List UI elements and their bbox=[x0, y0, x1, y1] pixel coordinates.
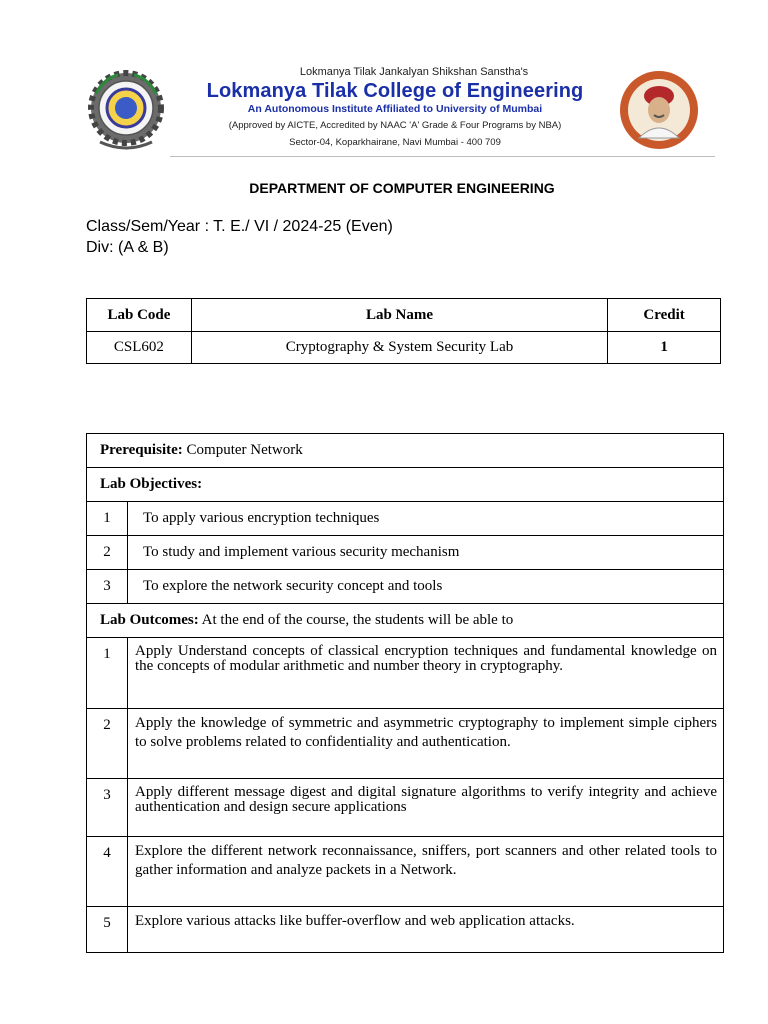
department-title: DEPARTMENT OF COMPUTER ENGINEERING bbox=[249, 180, 555, 196]
lab-name-header: Lab Name bbox=[191, 299, 607, 332]
outcome-row bbox=[87, 779, 724, 837]
outcome-row bbox=[87, 709, 724, 779]
lab-info-table bbox=[86, 298, 721, 364]
header-divider bbox=[170, 156, 715, 157]
prerequisite-value: Computer Network bbox=[182, 442, 303, 458]
prerequisite-row bbox=[87, 434, 724, 468]
outcome-number: 4 bbox=[87, 837, 128, 907]
class-sem-year: Class/Sem/Year : T. E./ VI / 2024-25 (Even) bbox=[86, 218, 393, 235]
outcome-row bbox=[87, 907, 724, 953]
sanstha-name: Lokmanya Tilak Jankalyan Shikshan Sanstha's bbox=[299, 66, 529, 78]
objective-row bbox=[87, 536, 724, 570]
credit-header: Credit bbox=[608, 299, 721, 332]
outcomes-intro: At the end of the course, the students will be able to bbox=[198, 612, 514, 628]
prerequisite-label: Prerequisite: bbox=[100, 442, 183, 458]
objectives-label: Lab Objectives: bbox=[100, 476, 203, 492]
outcome-text: Apply the knowledge of symmetric and asymmetric cryptography to implement simple ciphers to solve problems related to confidentiality and authentication. bbox=[128, 709, 724, 779]
objective-text: To apply various encryption techniques bbox=[128, 502, 724, 536]
letterhead bbox=[0, 0, 768, 160]
division: Div: (A & B) bbox=[86, 239, 169, 256]
objective-number: 1 bbox=[87, 502, 128, 536]
outcome-number: 3 bbox=[87, 779, 128, 837]
objective-text: To explore the network security concept and tools bbox=[128, 570, 724, 604]
college-name: Lokmanya Tilak College of Engineering bbox=[206, 80, 584, 102]
objectives-heading-row bbox=[87, 468, 724, 502]
approval-line: (Approved by AICTE, Accredited by NAAC 'A' Grade & Four Programs by NBA) bbox=[228, 120, 562, 131]
objective-row bbox=[87, 502, 724, 536]
outcome-text: Explore various attacks like buffer-overflow and web application attacks. bbox=[128, 907, 724, 953]
objective-text: To study and implement various security mechanism bbox=[128, 536, 724, 570]
gear-emblem-icon bbox=[88, 68, 164, 154]
outcome-number: 1 bbox=[87, 638, 128, 709]
outcome-text: Apply different message digest and digital signature algorithms to verify integrity and achieve authentication and design secure applications bbox=[128, 779, 724, 837]
autonomous-line: An Autonomous Institute Affiliated to University of Mumbai bbox=[247, 103, 543, 115]
credit-cell: 1 bbox=[608, 332, 721, 364]
outcome-text: Apply Understand concepts of classical encryption techniques and fundamental knowledge on the concepts of modular arithmetic and number theory in cryptography. bbox=[128, 638, 724, 709]
lab-code-header: Lab Code bbox=[87, 299, 192, 332]
lab-name-cell: Cryptography & System Security Lab bbox=[191, 332, 607, 364]
portrait-seal-icon bbox=[617, 70, 701, 150]
outcomes-heading-row bbox=[87, 604, 724, 638]
outcomes-label: Lab Outcomes: bbox=[100, 612, 199, 628]
objective-row bbox=[87, 570, 724, 604]
outcome-text: Explore the different network reconnaissance, sniffers, port scanners and other related tools to gather information and analyze packets in a Network. bbox=[128, 837, 724, 907]
outcome-row bbox=[87, 638, 724, 709]
outcome-number: 5 bbox=[87, 907, 128, 953]
lab-code-cell: CSL602 bbox=[87, 332, 192, 364]
address-line: Sector-04, Koparkhairane, Navi Mumbai - 400 709 bbox=[289, 137, 501, 148]
course-details-table bbox=[86, 433, 724, 953]
outcome-row bbox=[87, 837, 724, 907]
objective-number: 3 bbox=[87, 570, 128, 604]
outcome-number: 2 bbox=[87, 709, 128, 779]
objective-number: 2 bbox=[87, 536, 128, 570]
